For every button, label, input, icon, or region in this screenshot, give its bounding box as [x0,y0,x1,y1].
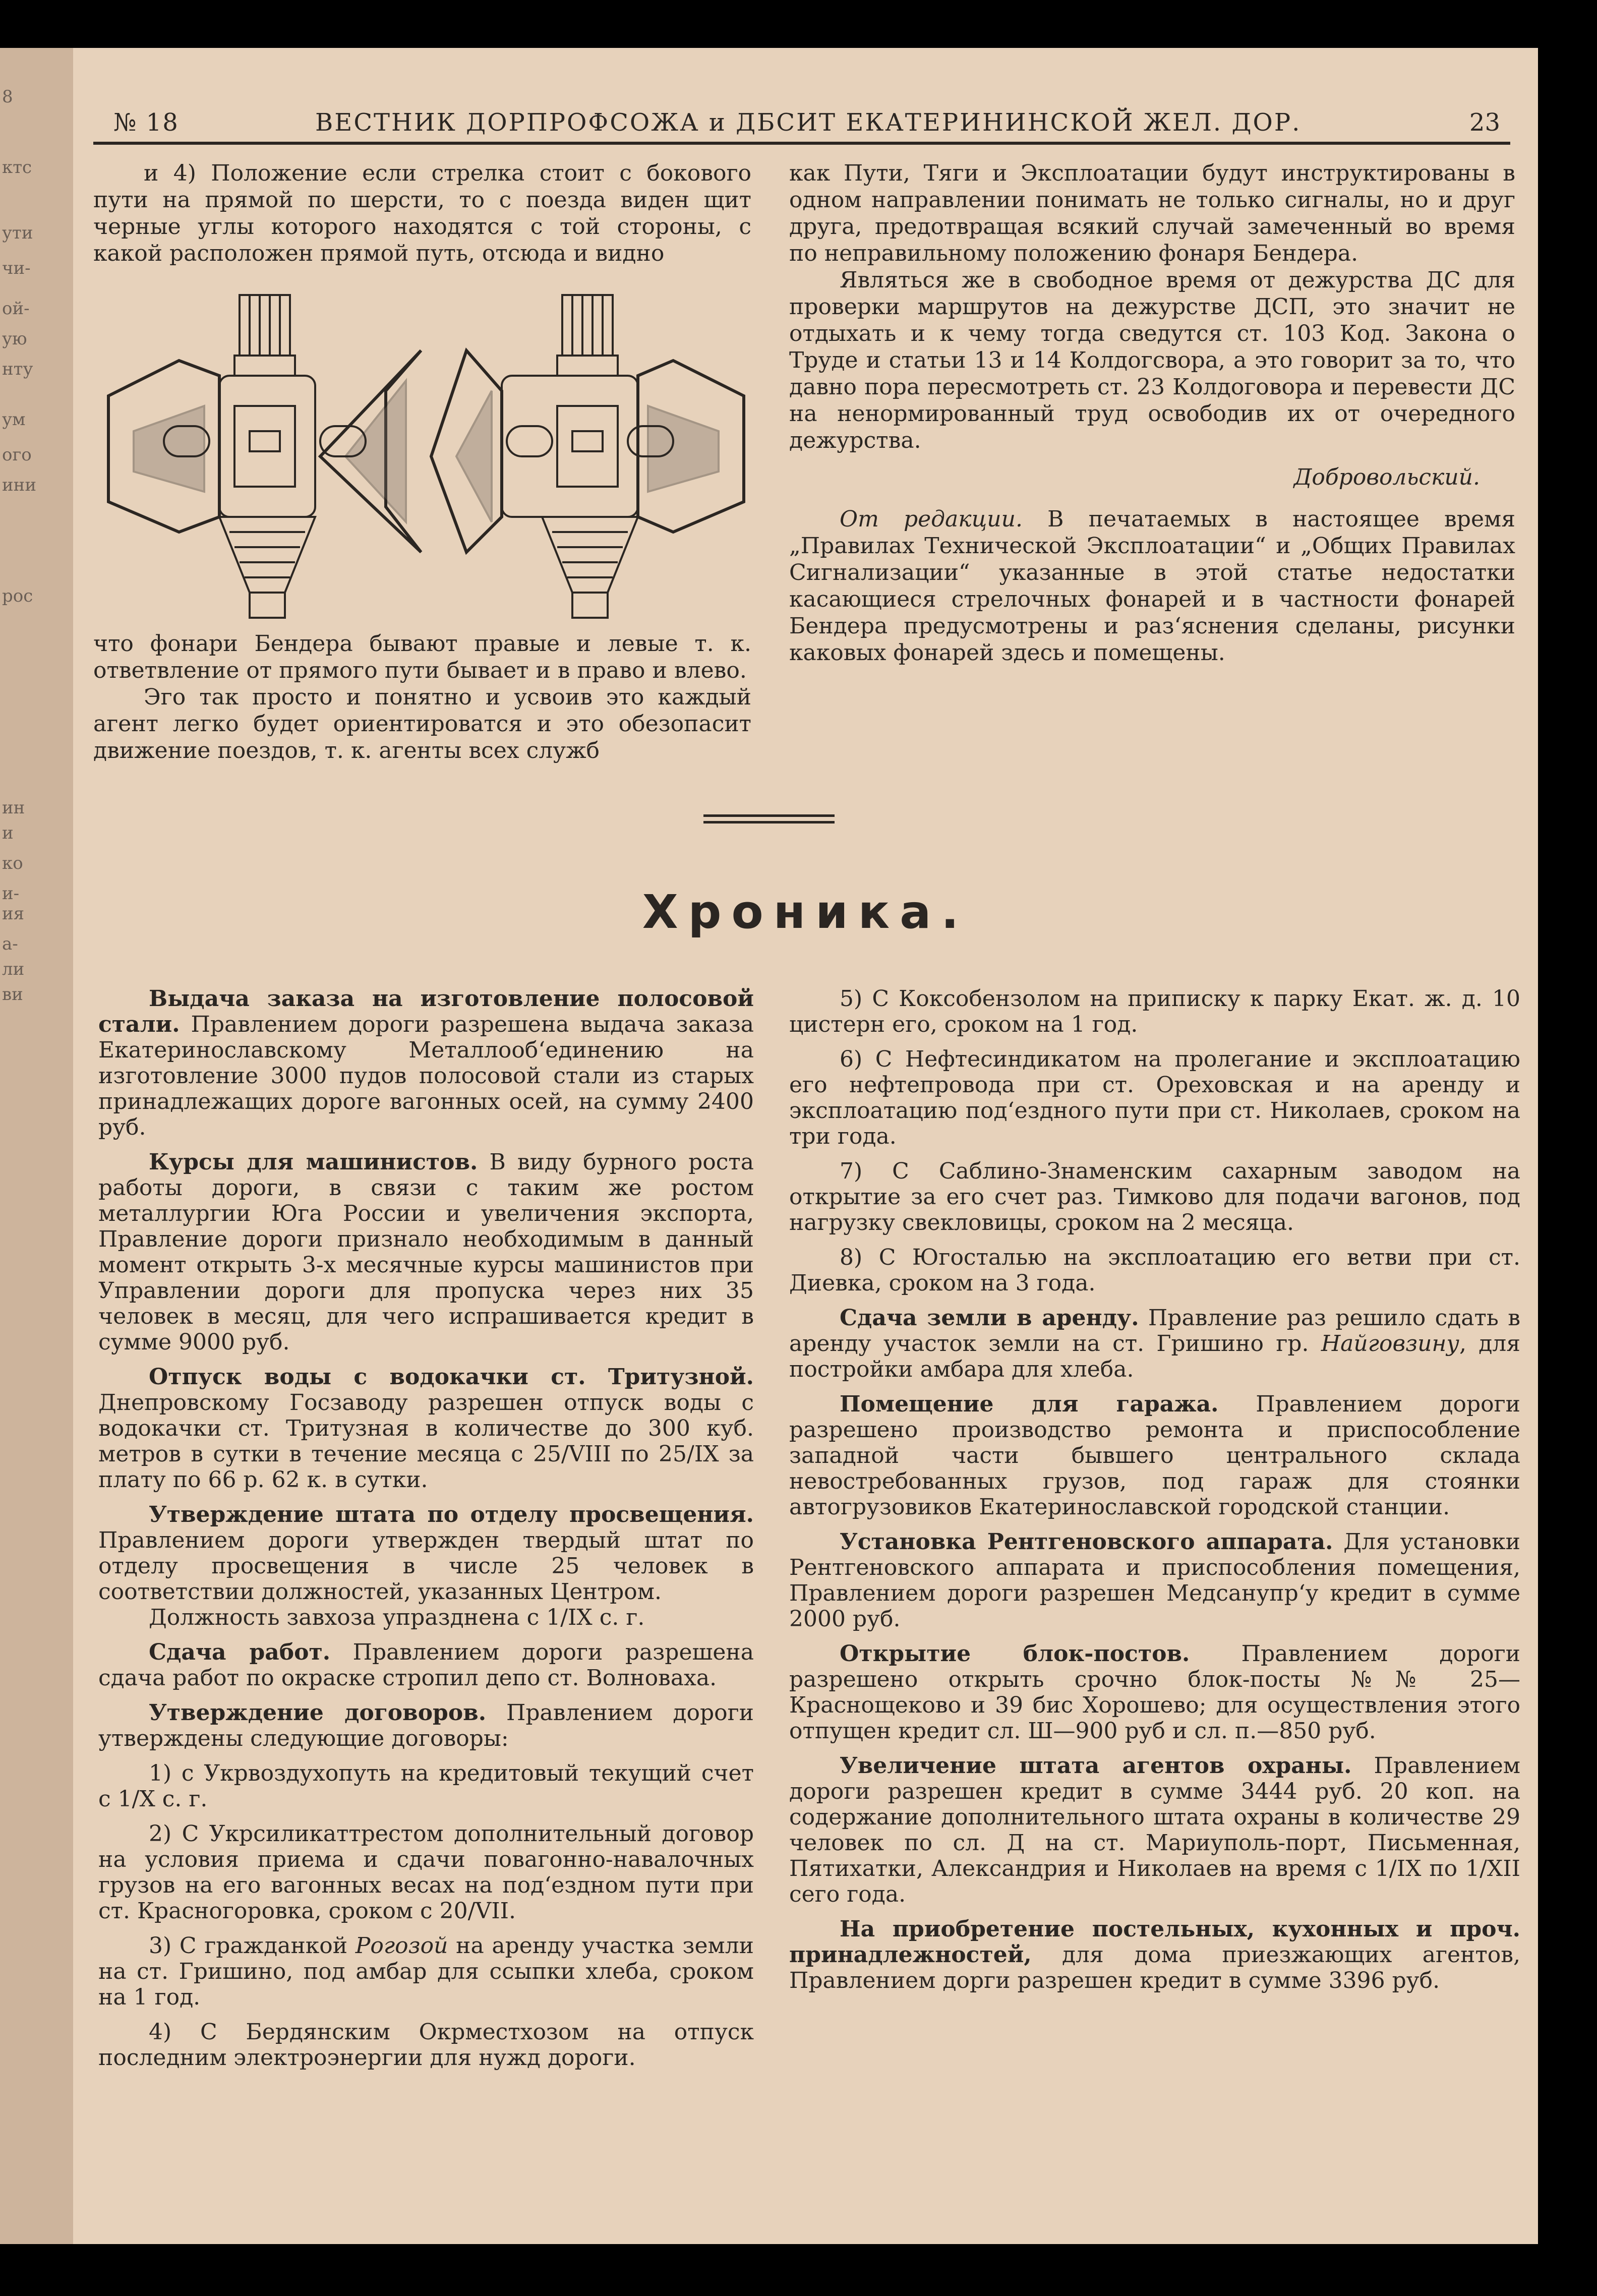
previous-page-fragment: ого [2,445,32,465]
chronicle-item [789,1046,1520,1149]
previous-page-fragment: чи- [2,258,31,278]
chronicle-item-text: 7) С Саблино-Знаменским сахарным заводом на открытие за его счет раз. Тимково для подачи вагонов, под нагрузку свекловицы, сроком на 2 месяца. [789,1158,1520,1235]
bender-lamp-illustration [103,290,749,623]
chronicle-item [98,1700,754,1751]
previous-page-fragment: ктс [2,157,32,178]
previous-page-fragment: ую [2,329,27,349]
previous-page-fragment: ли [2,959,25,979]
article-paragraph: и 4) Положение если стрелка стоит с бокового пути на прямой по шерсти, то с поезда виден щит черные углы которого находятся с той стороны, с какой расположен прямой путь, отсюда и видно [93,160,751,266]
chronicle-item [789,1305,1520,1382]
chronicle-item [98,1502,754,1605]
chronicle-item-heading: Сдача земли в аренду. [840,1305,1139,1331]
header-rule [93,142,1510,145]
chronicle-item-text: Правлением дороги разрешено открыть срочно блок-посты №№ 25—Краснощеково и 39 бис Хорошево; для осуществления этого отпущен кредит сл. Ш—900 руб и сл. п.—850 руб. [789,1641,1520,1744]
chronicle-item-name: Рогозой [355,1933,448,1959]
chronicle-item-text: Правление раз решило сдать в аренду участок земли на ст. Гришино гр. [789,1305,1520,1357]
previous-page-fragment: и [2,823,14,843]
editor-note-text: В печатаемых в настоящее время „Правилах Технической Эксплоатации“ и „Общих Правилах Сигнализации“ указанные в этой статье недостатки касающиеся стрелочных фонарей и в частности фонарей Бендера предусмотрены и раз‘яснения сделаны, рисунки каковых фонарей здесь и помещены. [789,506,1515,666]
previous-page-fragment: ути [2,223,33,243]
chronicle-item [789,1916,1520,1993]
chronicle-item-text: для дома приезжающих агентов, Правлением дорги разрешен кредит в сумме 3396 руб. [789,1942,1520,1993]
chronicle-item [789,986,1520,1037]
chronicle-item-text: 4) С Бердянским Окрместхозом на отпуск последним электроэнергии для нужд дороги. [98,2019,754,2071]
chronicle-item-text: 1) с Укрвоздухопуть на кредитовый текущий счет с 1/Х с. г. [98,1760,754,1812]
chronicle-item-heading: Курсы для машинистов. [149,1149,478,1175]
section-divider [703,814,835,827]
chronicle-item [98,1821,754,1924]
chronicle-item-text: Правлением дороги утверждены следующие договоры: [98,1700,754,1751]
article-paragraph: как Пути, Тяги и Эксплоатации будут инструктированы в одном направлении понимать не только сигналы, но и друг друга, предотвращая всякий случай замеченный во время по неправильному положению фонаря Бендера. [789,160,1515,266]
left-lamp-drawing [108,295,421,618]
chronicle-item [98,1639,754,1691]
chronicle-item [98,1149,754,1355]
newspaper-page [73,48,1538,2244]
previous-page-fragment: ин [2,798,25,818]
chronicle-item [98,1760,754,1812]
article-column-left-continued [93,630,751,764]
chronicle-item [789,1529,1520,1632]
previous-page-fragment: ой- [2,299,30,319]
previous-page-fragment: ум [2,409,26,430]
chronicle-item-text: Правлением дороги разрешена выдача заказа Екатеринославскому Металлооб‘единению на изготовление 3000 пудов полосовой стали из старых принадлежащих дороге вагонных осей, на сумму 2400 руб. [98,1012,754,1140]
chronicle-item-text: Для установки Рентгеновского аппарата и приспособления помещения, Правлением дороги разрешен Медсанупр‘у кредит в сумме 2000 руб. [789,1529,1520,1632]
chronicle-column-left [98,986,754,2071]
chronicle-item-text: Правлением дороги утвержден твердый штат по отделу просвещения в числе 25 человек в соответствии должностей, указанных Центром. [98,1527,754,1605]
chronicle-item-text: 5) С Коксобензолом на приписку к парку Екат. ж. д. 10 цистерн его, сроком на 1 год. [789,986,1520,1037]
chronicle-item-heading: Утверждение штата по отделу просвещения. [149,1502,754,1527]
previous-page-fragment: ини [2,475,36,495]
chronicle-heading: Хроника. [642,885,969,939]
chronicle-item-heading: Увеличение штата агентов охраны. [840,1753,1352,1779]
chronicle-item-heading: Сдача работ. [149,1639,331,1665]
article-column-left [93,160,751,267]
previous-page-fragment: нту [2,359,33,379]
article-paragraph: Эго так просто и понятно и усвоив это каждый агент легко будет ориентироватся и это обезопасит движение поездов, т. к. агенты всех служб [93,684,751,763]
previous-page-fragment: ия [2,904,25,924]
chronicle-item [98,1605,754,1630]
issue-number: № 18 [113,108,179,137]
chronicle-item [789,1753,1520,1907]
previous-page-fragment: 8 [2,87,13,107]
chronicle-item-text: Должность завхоза упразднена с 1/IX с. г. [149,1605,645,1630]
chronicle-item [789,1245,1520,1296]
chronicle-item-heading: Установка Рентгеновского аппарата. [840,1529,1333,1555]
previous-page-fragment: ви [2,984,23,1005]
chronicle-column-right [789,986,1520,1993]
previous-page-fragment: рос [2,586,33,606]
publication-title: ВЕСТНИК ДОРПРОФСОЖА и ДБСИТ ЕКАТЕРИНИНСКОЙ ЖЕЛ. ДОР. [315,108,1302,137]
chronicle-item [98,986,754,1140]
chronicle-item-text: Днепровскому Госзаводу разрешен отпуск воды с водокачки ст. Тритузная в количестве до 300 куб. метров в сутки в течение месяца с 25/VIII по 25/IX за плату по 66 р. 62 к. в сутки. [98,1390,754,1493]
chronicle-item-text: Правлением дороги разрешено производство ремонта и приспособление западной части бывшего центрального склада невостребованных грузов, под гараж для стоянки автогрузовиков Екатеринославской городской станции. [789,1391,1520,1520]
previous-page-fragment: а- [2,934,18,954]
previous-page-edge [0,48,73,2244]
chronicle-item [98,1364,754,1493]
chronicle-item-heading: Помещение для гаража. [840,1391,1219,1417]
chronicle-item [98,1933,754,2010]
chronicle-item-text: В виду бурного роста работы дороги, в связи с таким же ростом металлургии Юга России и увеличения экспорта, Правление дороги признало необходимым в данный момент открыть 3-х месячные курсы машинистов при Управлении дороги для пропуска через них 35 человек в месяц, для чего испрашивается кредит в сумме 9000 руб. [98,1149,754,1355]
chronicle-item-name: Найговзину [1321,1331,1459,1357]
chronicle-item-heading: Открытие блок-постов. [840,1641,1190,1667]
article-paragraph: Являться же в свободное время от дежурства ДС для проверки маршрутов на дежурстве ДСП, это значит не отдыхать и к чему тогда сведутся ст. 103 Код. Закона о Труде и статьи 13 и 14 Колдогсвора, а это говорит за то, что давно пора пересмотреть ст. 23 Колдоговора и перевести ДС на ненормированный труд освободив их от очередного дежурства. [789,267,1515,453]
article-paragraph: что фонари Бендера бывают правые и левые т. к. ответвление от прямого пути бывает и в право и влево. [93,631,751,683]
page-number: 23 [1469,108,1500,137]
author-signature: Добровольский. [1293,464,1480,490]
previous-page-fragment: и- [2,884,20,904]
chronicle-item-text: на аренду участка земли на ст. Гришино, под амбар для ссыпки хлеба, сроком на 1 год. [98,1933,754,2010]
page-header [103,108,1510,139]
chronicle-item-text: Правлением дороги разрешена сдача работ по окраске стропил депо ст. Волноваха. [98,1639,754,1691]
right-lamp-drawing [431,295,744,618]
chronicle-item-text: 8) С Югосталью на эксплоатацию его ветви при ст. Диевка, сроком на 3 года. [789,1245,1520,1296]
editor-note [789,506,1515,666]
previous-page-fragment: ко [2,853,23,873]
chronicle-item-heading: Утверждение договоров. [149,1700,487,1726]
chronicle-item-text: 3) С гражданкой [149,1933,356,1959]
chronicle-item [789,1641,1520,1744]
chronicle-item-text: 6) С Нефтесиндикатом на пролегание и эксплоатацию его нефтепровода при ст. Ореховская и на аренду и эксплоатацию под‘ездного пути при ст. Николаев, сроком на три года. [789,1046,1520,1149]
chronicle-item-heading: На приобретение постельных, кухонных и проч. принадлежностей, [789,1916,1520,1968]
chronicle-item-heading: Отпуск воды с водокачки ст. Тритузной. [149,1364,754,1390]
article-column-right [789,160,1515,666]
chronicle-item [789,1391,1520,1520]
chronicle-item-text: Правлением дороги разрешен кредит в сумме 3444 руб. 20 коп. на содержание дополнительного штата охраны в количестве 29 человек по сл. Д на ст. Мариуполь-порт, Письменная, Пятихатки, Александрия и Николаев на время с 1/IX по 1/XII сего года. [789,1753,1520,1907]
chronicle-item-heading: Выдача заказа на изготовление полосовой стали. [98,986,754,1037]
chronicle-item [789,1158,1520,1235]
chronicle-item-text: , для постройки амбара для хлеба. [789,1331,1520,1382]
chronicle-item-text: 2) С Укрсиликаттрестом дополнительный договор на условия приема и сдачи повагонно-навалочных грузов на его вагонных весах на под‘ездном пути при ст. Красногоровка, сроком с 20/VII. [98,1821,754,1924]
editor-note-label: От редакции. [840,506,1023,532]
chronicle-item [98,2019,754,2071]
